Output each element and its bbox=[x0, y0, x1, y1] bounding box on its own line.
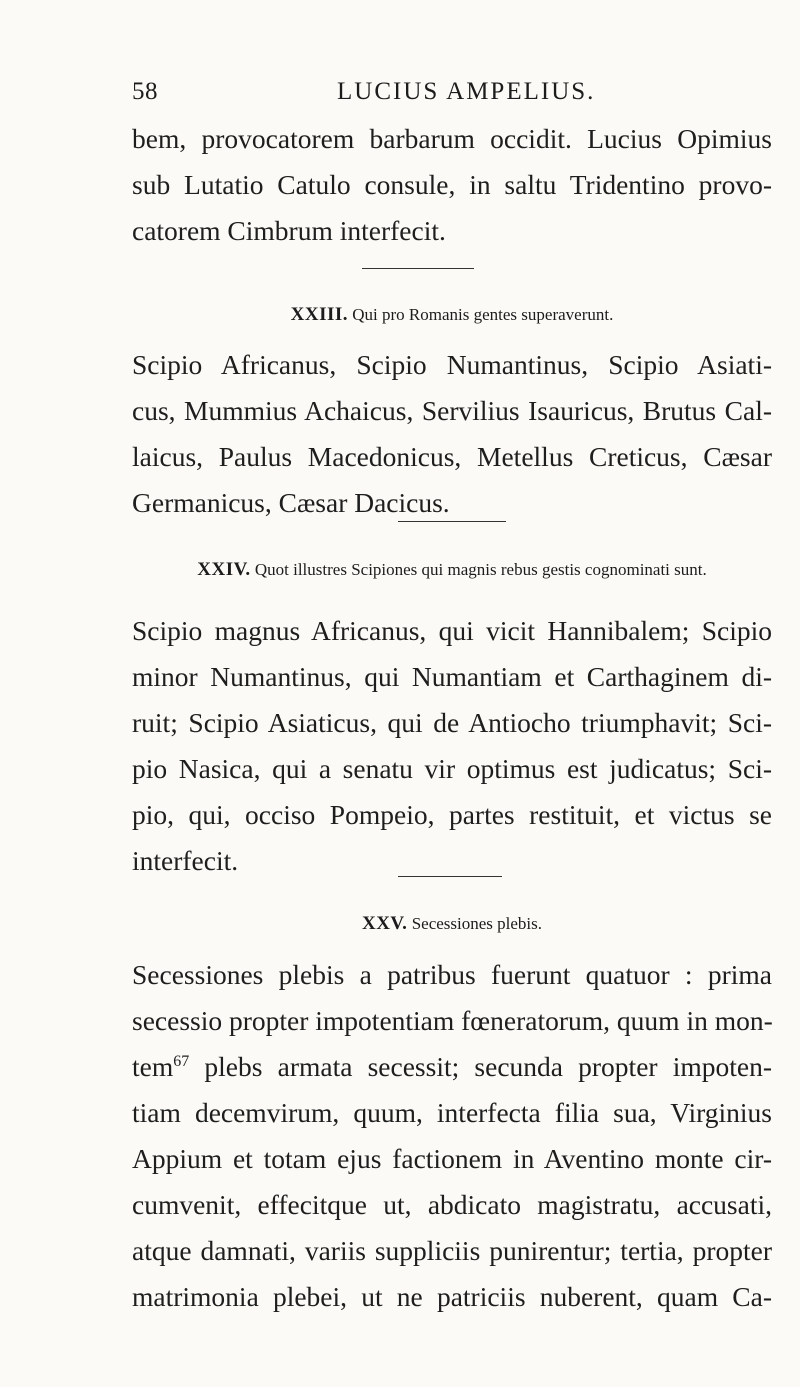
text-line: pio, qui, occiso Pompeio, partes restituit, et victus se bbox=[132, 799, 772, 830]
line-text-before-note: tem bbox=[132, 1051, 174, 1082]
footnote-reference[interactable]: 67 bbox=[173, 1053, 190, 1070]
text-line: cumvenit, effecitque ut, abdicato magistratu, accusati, bbox=[132, 1189, 772, 1220]
section-divider bbox=[398, 876, 502, 877]
text-line: ruit; Scipio Asiaticus, qui de Antiocho triumphavit; Sci- bbox=[132, 707, 772, 738]
section-divider bbox=[362, 268, 474, 269]
section-heading-xxv bbox=[132, 913, 772, 935]
section-number: XXIII. bbox=[290, 304, 349, 325]
section-paragraph-xxv bbox=[132, 952, 772, 1320]
section-heading-xxiii bbox=[132, 304, 772, 326]
text-line: bem, provocatorem barbarum occidit. Lucius Opimius bbox=[132, 123, 772, 154]
text-line: laicus, Paulus Macedonicus, Metellus Creticus, Cæsar bbox=[132, 441, 772, 472]
section-divider bbox=[398, 521, 506, 522]
text-line: interfecit. bbox=[132, 845, 239, 876]
section-title: Secessiones plebis. bbox=[411, 914, 543, 933]
section-number: XXV. bbox=[361, 913, 408, 934]
section-title: Quot illustres Scipiones qui magnis rebus gestis cognominati sunt. bbox=[254, 560, 707, 579]
text-line: tiam decemvirum, quum, interfecta filia sua, Virginius bbox=[132, 1097, 772, 1128]
page-number: 58 bbox=[132, 78, 158, 105]
text-line: secessio propter impotentiam fœneratorum, quum in mon- bbox=[132, 1005, 773, 1036]
text-line: minor Numantinus, qui Numantiam et Carthaginem di- bbox=[132, 661, 772, 692]
text-line: cus, Mummius Achaicus, Servilius Isauricus, Brutus Cal- bbox=[132, 395, 772, 426]
text-line: Scipio Africanus, Scipio Numantinus, Scipio Asiati- bbox=[132, 349, 772, 380]
text-line: Scipio magnus Africanus, qui vicit Hannibalem; Scipio bbox=[132, 615, 772, 646]
text-line: matrimonia plebei, ut ne patriciis nuberent, quam Ca- bbox=[132, 1281, 772, 1312]
section-title: Qui pro Romanis gentes superaverunt. bbox=[352, 305, 614, 324]
text-line bbox=[132, 1044, 772, 1090]
text-line: sub Lutatio Catulo consule, in saltu Tridentino provo- bbox=[132, 169, 772, 200]
text-line: atque damnati, variis suppliciis punirentur; tertia, propter bbox=[132, 1235, 772, 1266]
page-header bbox=[132, 78, 772, 112]
line-text-after-note: plebs armata secessit; secunda propter impoten- bbox=[204, 1051, 773, 1082]
section-paragraph-xxiii bbox=[132, 342, 772, 526]
section-paragraph-xxiv bbox=[132, 608, 772, 884]
intro-paragraph bbox=[132, 116, 772, 254]
text-line: Secessiones plebis a patribus fuerunt quatuor : prima bbox=[132, 959, 772, 990]
section-number: XXIV. bbox=[197, 559, 251, 580]
text-line: Germanicus, Cæsar Dacicus. bbox=[132, 487, 450, 518]
text-line: catorem Cimbrum interfecit. bbox=[132, 215, 446, 246]
text-line: Appium et totam ejus factionem in Aventino monte cir- bbox=[132, 1143, 772, 1174]
text-line: pio Nasica, qui a senatu vir optimus est judicatus; Sci- bbox=[132, 753, 772, 784]
running-head: LUCIUS AMPELIUS. bbox=[337, 78, 596, 105]
section-heading-xxiv bbox=[132, 559, 772, 581]
